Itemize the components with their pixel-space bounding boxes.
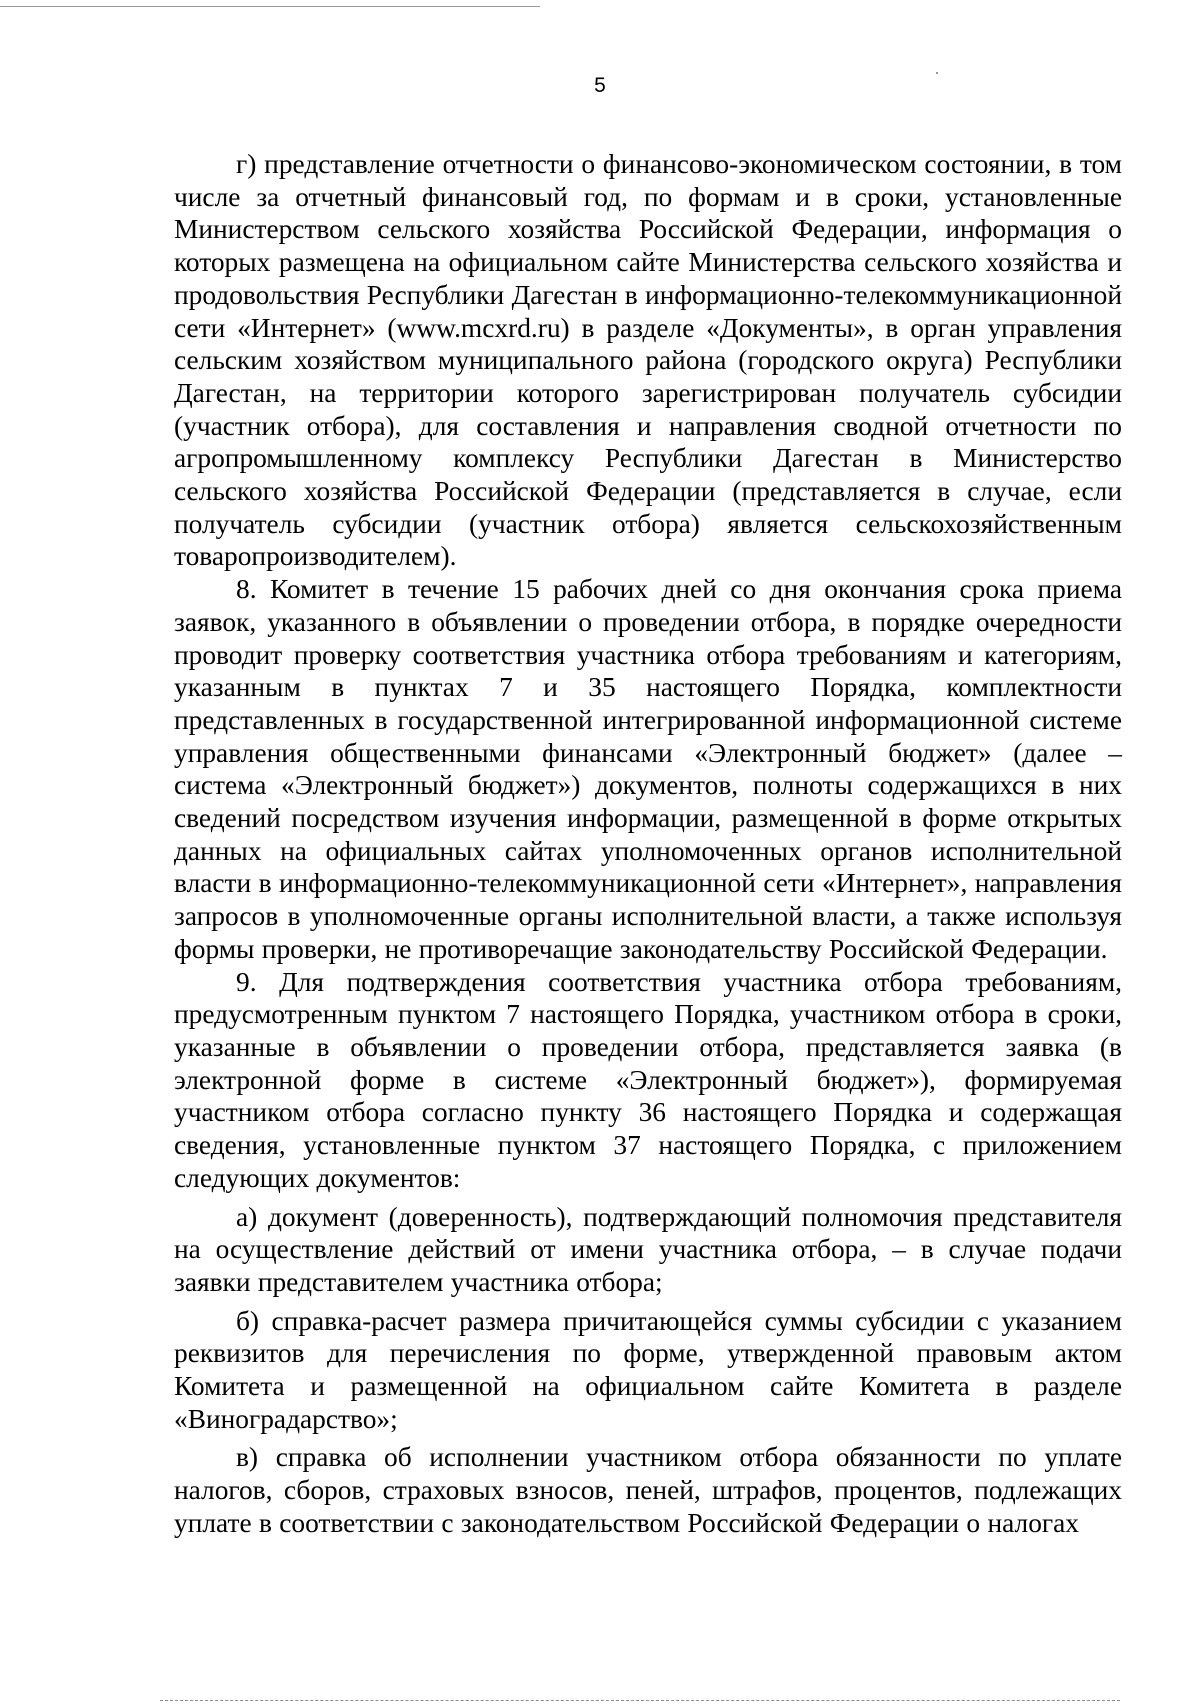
scan-edge-bottom (160, 1700, 1120, 1701)
paragraph-b-calculation: б) справка-расчет размера причитающейся суммы субсидии с указанием реквизитов для перечисления по форме, утвержденной правовым актом Комитета и размещенной на официальном сайте Комитета в разделе «Виноградарство»; (174, 1305, 1122, 1434)
paragraph-8-verification: 8. Комитет в течение 15 рабочих дней со дня окончания срока приема заявок, указанного в объявлении о проведении отбора, в порядке очередности проводит проверку соответствия участника отбора требованиям и категориям, указанным в пунктах 7 и 35 настоящего Порядка, комплектности представленных в государственной интегрированной информационной системе управления общественными финансами «Электронный бюджет» (далее – система «Электронный бюджет») документов, полноты содержащихся в них сведений посредством изучения информации, размещенной в форме открытых данных на официальных сайтах уполномоченных органов исполнительной власти в информационно-телекоммуникационной сети «Интернет», направления запросов в уполномоченные органы исполнительной власти, а также используя формы проверки, не противоречащие законодательству Российской Федерации. (174, 574, 1122, 964)
paragraph-v-tax-certificate: в) справка об исполнении участником отбора обязанности по уплате налогов, сборов, страховых взносов, пеней, штрафов, процентов, подлежащих уплате в соответствии с законодательством Российской Федерации о налогах (174, 1442, 1122, 1538)
paragraph-a-power-of-attorney: а) документ (доверенность), подтверждающий полномочия представителя на осуществление действий от имени участника отбора, – в случае подачи заявки представителем участника отбора; (174, 1201, 1122, 1297)
scan-edge-top (0, 6, 540, 7)
paragraph-9-application: 9. Для подтверждения соответствия участника отбора требованиям, предусмотренным пунктом 7 настоящего Порядка, участником отбора в сроки, указанные в объявлении о проведении отбора, представляется заявка (в электронной форме в системе «Электронный бюджет»), формируемая участником отбора согласно пункту 36 настоящего Порядка и содержащая сведения, установленные пунктом 37 настоящего Порядка, с приложением следующих документов: (174, 966, 1122, 1193)
document-body (174, 148, 1122, 1540)
page-number: 5 (594, 74, 606, 97)
paragraph-g-reporting: г) представление отчетности о финансово-экономическом состоянии, в том числе за отчетный финансовый год, по формам и в сроки, установленные Министерством сельского хозяйства Российской Федерации, информация о которых размещена на официальном сайте Министерства сельского хозяйства и продовольствия Республики Дагестан в информационно-телекоммуникационной сети «Интернет» (www.mcxrd.ru) в разделе «Документы», в орган управления сельским хозяйством муниципального района (городского округа) Республики Дагестан, на территории которого зарегистрирован получатель субсидии (участник отбора), для составления и направления сводной отчетности по агропромышленному комплексу Республики Дагестан в Министерство сельского хозяйства Российской Федерации (представляется в случае, если получатель субсидии (участник отбора) является сельскохозяйственным товаропроизводителем). (174, 149, 1122, 572)
